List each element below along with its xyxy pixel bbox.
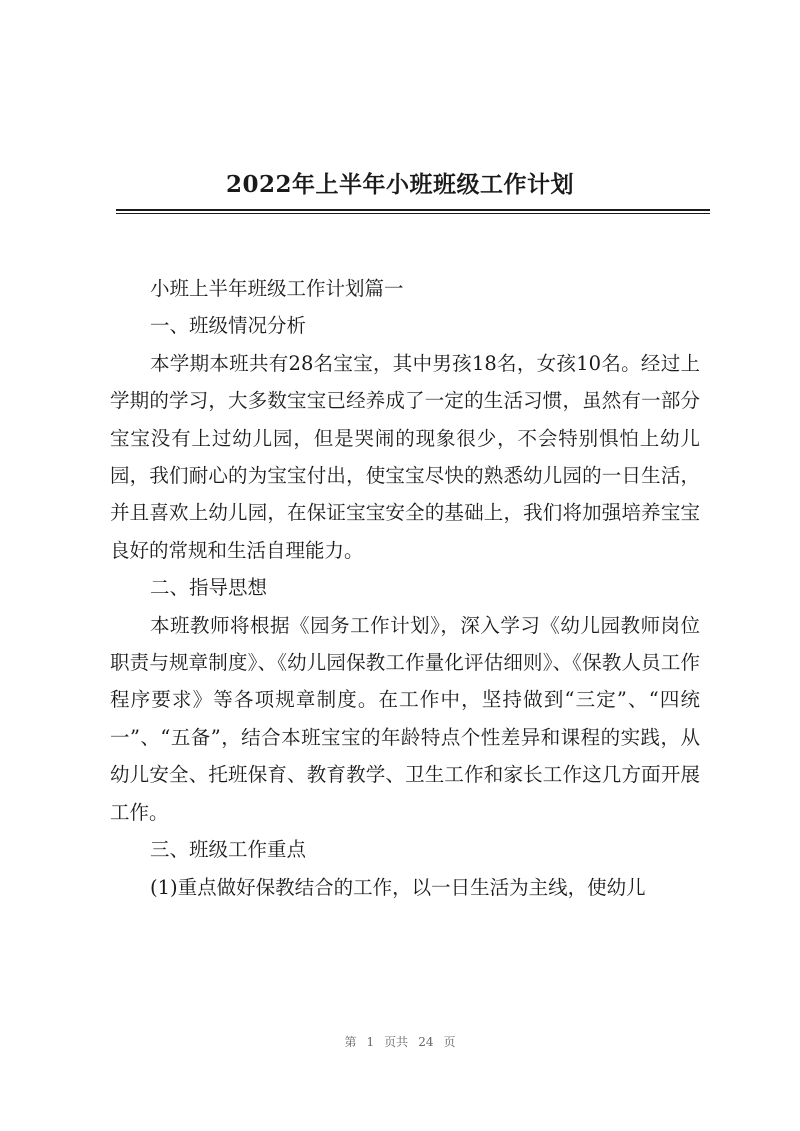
footer-prefix: 第 [344, 1035, 357, 1049]
body-paragraph: 本班教师将根据《园务工作计划》，深入学习《幼儿园教师岗位职责与规章制度》、《幼儿园保教工作量化评估细则》、《保教人员工作程序要求》等各项规章制度。在工作中，坚持做到“三定”、“四统一”、“五备”，结合本班宝宝的年龄特点个性差异和课程的实践，从幼儿安全、托班保育、教育教学、卫生工作和家长工作这几方面开展工作。 [110, 613, 700, 824]
page-footer [0, 1033, 800, 1050]
section-heading: 小班上半年班级工作计划篇一 [150, 277, 404, 300]
footer-middle: 页共 [384, 1035, 409, 1049]
title-underline-thick [116, 209, 710, 211]
subsection-heading: 二、指导思想 [150, 576, 268, 600]
footer-suffix: 页 [443, 1035, 456, 1049]
subsection-heading: 三、班级工作重点 [150, 838, 307, 862]
title-underline-thin [116, 213, 710, 214]
footer-page-number: 1 [366, 1035, 375, 1049]
body-paragraph: 本学期本班共有28名宝宝，其中男孩18名，女孩10名。经过上学期的学习，大多数宝宝已经养成了一定的生活习惯，虽然有一部分宝宝没有上过幼儿园，但是哭闹的现象很少，不会特别惧怕上幼儿园，我们耐心的为宝宝付出，使宝宝尽快的熟悉幼儿园的一日生活，并且喜欢上幼儿园，在保证宝宝安全的基础上，我们将加强培养宝宝良好的常规和生活自理能力。 [110, 351, 700, 562]
subsection-heading: 一、班级情况分析 [150, 314, 307, 338]
footer-total-pages: 24 [418, 1035, 434, 1049]
body-paragraph: (1)重点做好保教结合的工作，以一日生活为主线，使幼儿 [150, 875, 646, 899]
document-title: 2022年上半年小班班级工作计划 [225, 171, 574, 198]
document-body [110, 270, 700, 906]
